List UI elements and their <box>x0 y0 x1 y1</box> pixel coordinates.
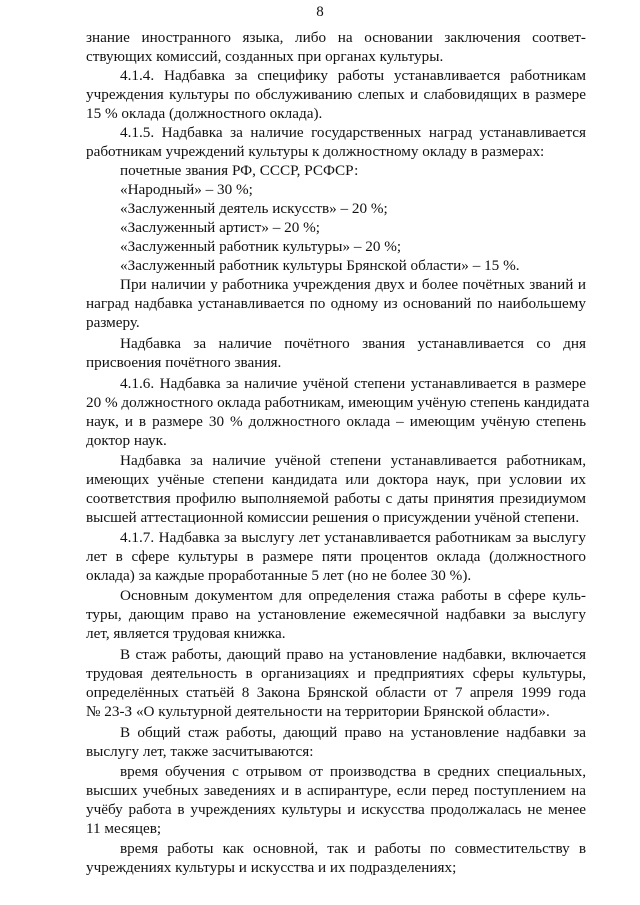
paragraph <box>86 66 586 123</box>
text-line: Надбавка за наличие учёной степени устанавливается работникам, <box>120 452 586 469</box>
text-line: время обучения с отрывом от производства в средних специальных, <box>120 763 586 780</box>
paragraph <box>86 645 586 721</box>
text-line: 11 месяцев; <box>86 820 162 837</box>
text-line: определённых статьёй 8 Закона Брянской области от 7 апреля 1999 года <box>86 684 586 701</box>
paragraph <box>86 762 586 838</box>
paragraph <box>86 161 586 180</box>
text-line: оклада) за каждые проработанные 5 лет (но не более 30 %). <box>86 567 472 584</box>
text-line: размеру. <box>86 314 140 331</box>
paragraph <box>86 199 586 218</box>
paragraph <box>86 218 586 237</box>
text-line: время работы как основной, так и работы по совместительству в <box>120 840 586 857</box>
text-line: 4.1.7. Надбавка за выслугу лет устанавливается работникам за выслугу <box>120 529 586 546</box>
paragraph <box>86 256 586 275</box>
text-line: почетные звания РФ, СССР, РСФСР: <box>120 162 359 179</box>
text-line: туры, дающим право на установление ежемесячной надбавки за выслугу <box>86 606 586 623</box>
text-line: имеющих учёные степени кандидата или доктора наук, при условии их <box>86 471 586 488</box>
text-line: В общий стаж работы, дающий право на установление надбавки за <box>120 724 586 741</box>
text-line: 4.1.6. Надбавка за наличие учёной степени устанавливается в размере <box>120 375 586 392</box>
text-line: учёбу работа в учреждениях культуры и искусства продолжалась не менее <box>86 801 586 818</box>
page-number: 8 <box>316 4 324 20</box>
text-line: выслугу лет, также засчитываются: <box>86 743 314 760</box>
text-line: доктор наук. <box>86 432 167 449</box>
text-line: учреждения культуры по обслуживанию слепых и слабовидящих в размере <box>86 86 586 103</box>
text-line: лет, является трудовая книжка. <box>86 625 286 642</box>
paragraph <box>86 451 586 527</box>
paragraph <box>86 839 586 877</box>
text-line: присвоения почётного звания. <box>86 354 282 371</box>
paragraph <box>86 586 586 643</box>
text-line: наук, и в размере 30 % должностного оклада – имеющим учёную степень <box>86 413 586 430</box>
paragraph <box>86 528 586 585</box>
text-line: № 23-З «О культурной деятельности на территории Брянской области». <box>86 703 550 720</box>
document-body <box>86 28 590 877</box>
text-line: лет в сфере культуры в размере пяти процентов оклада (должностного <box>86 548 586 565</box>
text-line: 15 % оклада (должностного оклада). <box>86 105 323 122</box>
text-line: 20 % должностного оклада работникам, имеющим учёную степень кандидата <box>86 394 590 411</box>
paragraph <box>86 723 586 761</box>
text-line: высших учебных заведениях и в аспирантуре, если перед поступлением на <box>86 782 586 799</box>
text-line: Надбавка за наличие почётного звания устанавливается со дня <box>120 335 586 352</box>
text-line: 4.1.4. Надбавка за специфику работы устанавливается работникам <box>120 67 586 84</box>
text-line: высшей аттестационной комиссии решения о присуждении учёной степени. <box>86 509 580 526</box>
paragraph <box>86 180 586 199</box>
text-line: ствующих комиссий, созданных при органах культуры. <box>86 48 444 65</box>
paragraph <box>86 123 586 161</box>
text-line: «Заслуженный артист» – 20 %; <box>120 219 320 236</box>
text-line: «Народный» – 30 %; <box>120 181 253 198</box>
text-line: знание иностранного языка, либо на основании заключения соответ- <box>86 29 586 46</box>
paragraph <box>86 374 590 450</box>
text-line: Основным документом для определения стажа работы в сфере куль- <box>120 587 586 604</box>
text-line: «Заслуженный деятель искусств» – 20 %; <box>120 200 388 217</box>
paragraph <box>86 334 586 372</box>
text-line: «Заслуженный работник культуры Брянской области» – 15 %. <box>120 257 520 274</box>
text-line: При наличии у работника учреждения двух и более почётных званий и <box>120 276 586 293</box>
text-line: работникам учреждений культуры к должностному окладу в размерах: <box>86 143 545 160</box>
text-line: трудовая деятельность в организациях и предприятиях сферы культуры, <box>86 665 586 682</box>
text-line: учреждениях культуры и искусства и их подразделениях; <box>86 859 457 876</box>
paragraph <box>86 28 586 66</box>
paragraph <box>86 237 586 256</box>
text-line: 4.1.5. Надбавка за наличие государственных наград устанавливается <box>120 124 586 141</box>
text-line: наград надбавка устанавливается по одному из оснований по наибольшему <box>86 295 586 312</box>
text-line: В стаж работы, дающий право на установление надбавки, включается <box>120 646 586 663</box>
paragraph <box>86 275 586 332</box>
text-line: соответствия профилю выполняемой работы с даты принятия президиумом <box>86 490 586 507</box>
text-line: «Заслуженный работник культуры» – 20 %; <box>120 238 402 255</box>
